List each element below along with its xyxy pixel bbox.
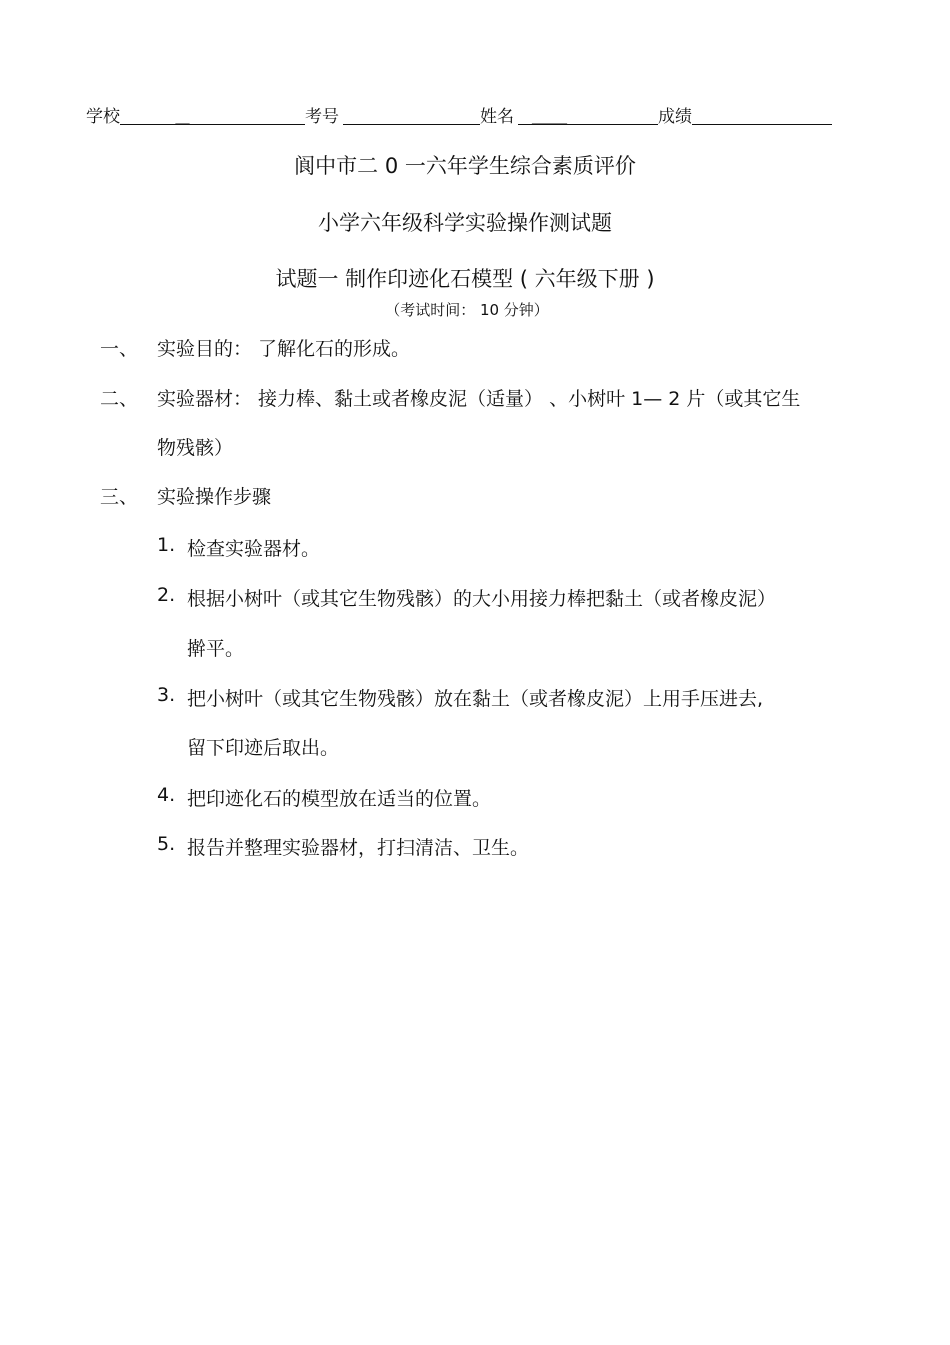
- step-item: [157, 784, 491, 811]
- step-text: 根据小树叶（或其它生物残骸）的大小用接力棒把黏土（或者橡皮泥）: [187, 588, 777, 610]
- step-text: 检查实验器材。: [187, 538, 321, 560]
- document-subtitle: 小学六年级科学实验操作测试题: [318, 211, 612, 235]
- test-item-title: 试题一 制作印迹化石模型 ( 六年级下册 ): [275, 267, 655, 291]
- school-value: __: [175, 109, 190, 125]
- step-number: 3.: [157, 684, 176, 706]
- document-title: 阆中市二 0 一六年学生综合素质评价: [294, 154, 636, 178]
- name-label: 姓名: [480, 107, 514, 127]
- section-text: 实验操作步骤: [157, 486, 272, 508]
- name-value: _____: [532, 109, 567, 125]
- step-item: [157, 534, 320, 561]
- name-blank: [518, 104, 658, 125]
- step-number: 1.: [157, 534, 176, 556]
- section-purpose: [100, 334, 410, 361]
- section-text: 实验器材： 接力棒、黏土或者橡皮泥（适量） 、小树叶 1— 2 片（或其它生: [157, 388, 801, 410]
- section-steps: [100, 482, 271, 509]
- section-number: 一、: [100, 338, 139, 360]
- step-number: 5.: [157, 833, 176, 855]
- step-item: [157, 833, 529, 860]
- school-blank: [120, 104, 305, 125]
- student-info-line: [86, 104, 856, 128]
- exam-number-blank: [343, 123, 480, 125]
- section-number: 三、: [100, 486, 139, 508]
- section-text: 实验目的： 了解化石的形成。: [157, 338, 411, 360]
- step-continuation: 擀平。: [187, 638, 245, 660]
- section-number: 二、: [100, 388, 139, 410]
- step-number: 2.: [157, 584, 176, 606]
- school-label: 学校: [86, 107, 120, 127]
- step-continuation: 留下印迹后取出。: [187, 737, 340, 759]
- step-number: 4.: [157, 784, 176, 806]
- step-text: 把小树叶（或其它生物残骸）放在黏土（或者橡皮泥）上用手压进去,: [187, 688, 764, 710]
- section-materials: [100, 384, 800, 411]
- step-item: [157, 584, 776, 611]
- score-label: 成绩: [658, 107, 692, 127]
- step-item: [157, 684, 763, 711]
- exam-time-note: （考试时间： 10 分钟）: [385, 301, 549, 319]
- exam-number-label: 考号: [305, 107, 339, 127]
- section-materials-continuation: 物残骸）: [157, 437, 234, 459]
- step-text: 把印迹化石的模型放在适当的位置。: [187, 788, 492, 810]
- step-text: 报告并整理实验器材，打扫清洁、卫生。: [187, 837, 530, 859]
- score-blank: [692, 123, 832, 125]
